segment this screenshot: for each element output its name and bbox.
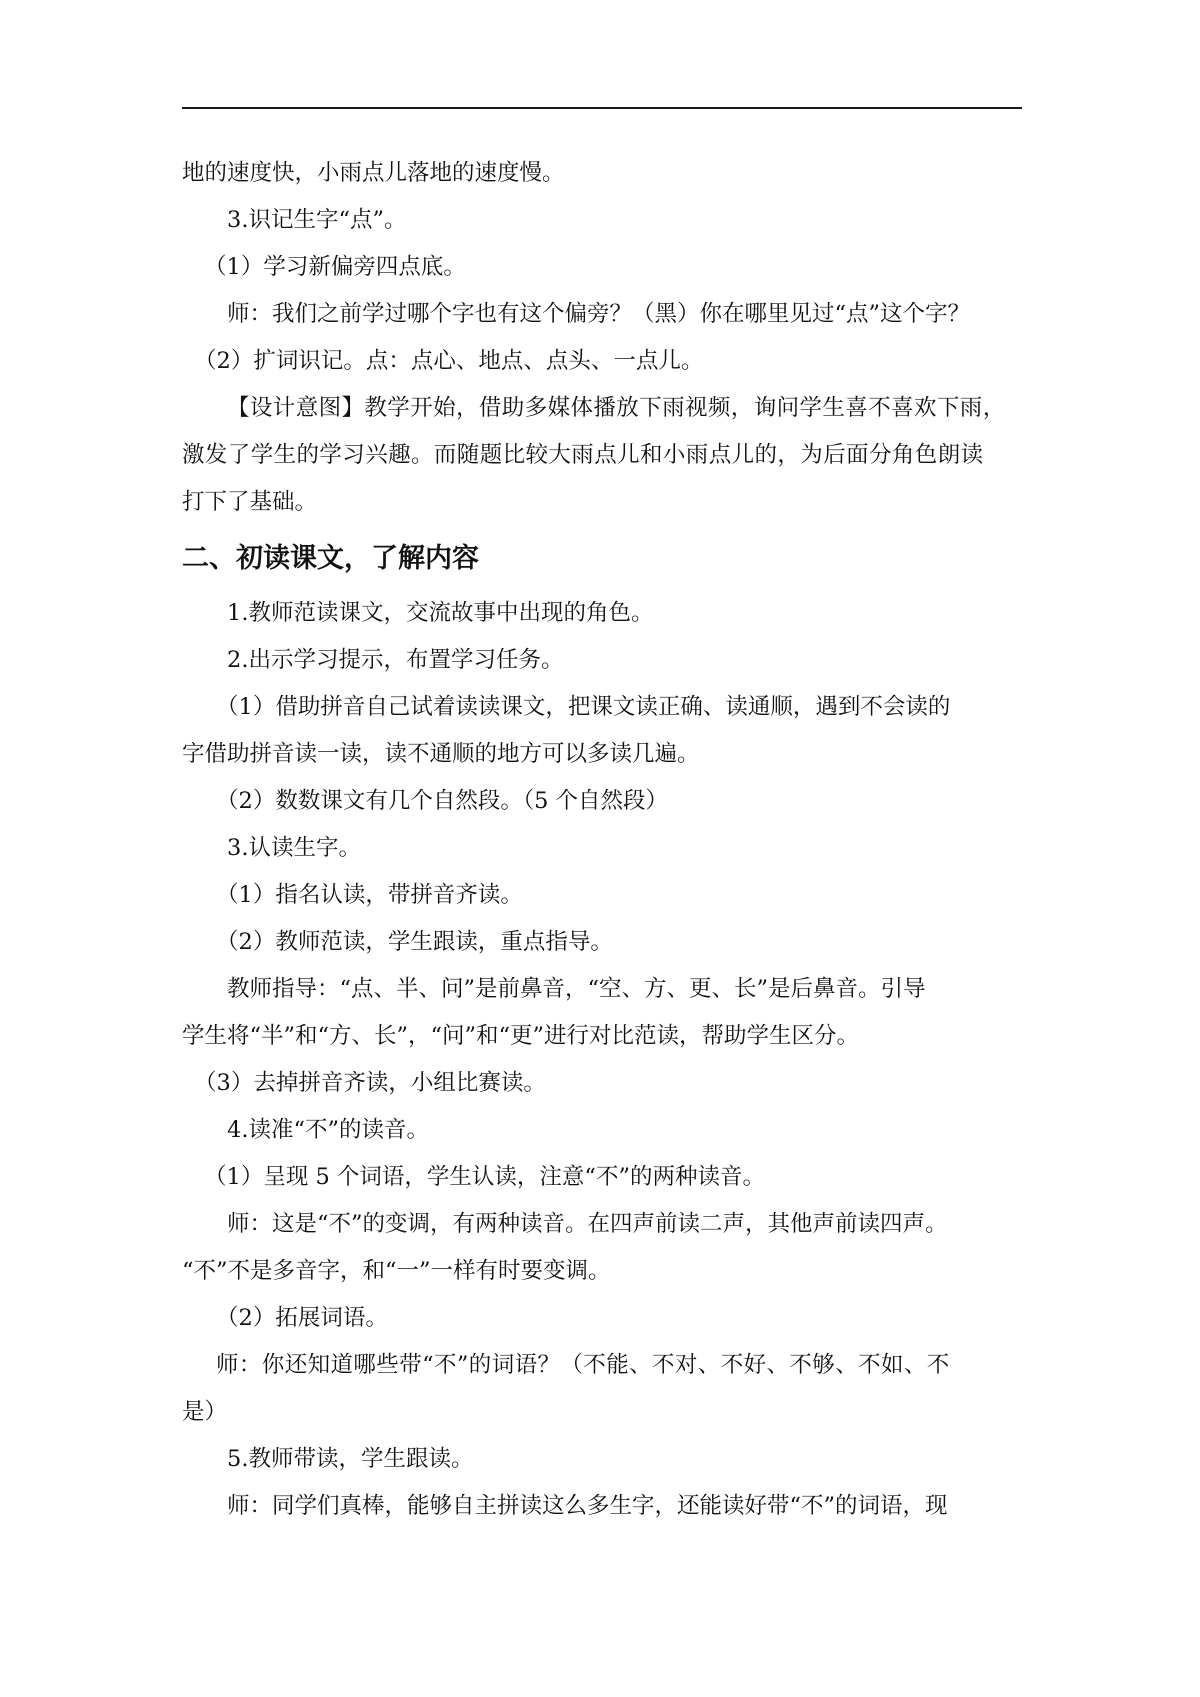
step-heading: 3.识记生字“点”。	[227, 207, 407, 233]
teacher-guidance-line: 教师指导：“点、半、问”是前鼻音，“空、方、更、长”是后鼻音。引导	[227, 976, 926, 1002]
paragraph-line: 字借助拼音读一读，读不通顺的地方可以多读几遍。	[182, 741, 700, 767]
sub-step: （1）指名认读，带拼音齐读。	[216, 882, 523, 908]
step-heading: 3.认读生字。	[227, 835, 361, 861]
sub-step: （2）教师范读，学生跟读，重点指导。	[216, 929, 613, 955]
design-intent-line: 激发了学生的学习兴趣。而随题比较大雨点儿和小雨点儿的，为后面分角色朗读	[182, 442, 984, 468]
paragraph-line: “不”不是多音字，和“一”一样有时要变调。	[182, 1258, 611, 1284]
teacher-line: 师：你还知道哪些带“不”的词语？（不能、不对、不好、不够、不如、不	[216, 1352, 950, 1378]
sub-step: （3）去掉拼音齐读，小组比赛读。	[194, 1070, 546, 1096]
step-heading: 4.读准“不”的读音。	[227, 1117, 429, 1143]
sub-step: （2）拓展词语。	[216, 1305, 388, 1331]
design-intent-line: 【设计意图】教学开始，借助多媒体播放下雨视频，询问学生喜不喜欢下雨，	[227, 395, 1006, 421]
step-heading: 5.教师带读，学生跟读。	[227, 1446, 474, 1472]
paragraph-line: 地的速度快，小雨点儿落地的速度慢。	[182, 160, 565, 186]
section-heading: 二、初读课文，了解内容	[182, 543, 479, 574]
teacher-line: 师：这是“不”的变调，有两种读音。在四声前读二声，其他声前读四声。	[227, 1211, 948, 1237]
step-heading: 1.教师范读课文，交流故事中出现的角色。	[227, 600, 654, 626]
teacher-line: 师：同学们真棒，能够自主拼读这么多生字，还能读好带“不”的词语，现	[227, 1493, 948, 1519]
sub-step: （1）借助拼音自己试着读读课文，把课文读正确、读通顺，遇到不会读的	[216, 694, 951, 720]
teacher-line: 师：我们之前学过哪个字也有这个偏旁？（黑）你在哪里见过“点”这个字？	[227, 301, 971, 327]
paragraph-line: 学生将“半”和“方、长”，“问”和“更”进行对比范读，帮助学生区分。	[182, 1023, 860, 1049]
sub-step: （1）呈现 5 个词语，学生认读，注意“不”的两种读音。	[204, 1164, 765, 1190]
sub-step: （2）扩词识记。点：点心、地点、点头、一点儿。	[194, 348, 704, 374]
sub-step: （1）学习新偏旁四点底。	[204, 254, 466, 280]
design-intent-line: 打下了基础。	[182, 489, 318, 515]
header-rule	[182, 107, 1022, 109]
step-heading: 2.出示学习提示，布置学习任务。	[227, 647, 564, 673]
sub-step: （2）数数课文有几个自然段。（5 个自然段）	[216, 788, 669, 814]
paragraph-line: 是）	[182, 1399, 228, 1425]
document-body	[182, 150, 1027, 1530]
